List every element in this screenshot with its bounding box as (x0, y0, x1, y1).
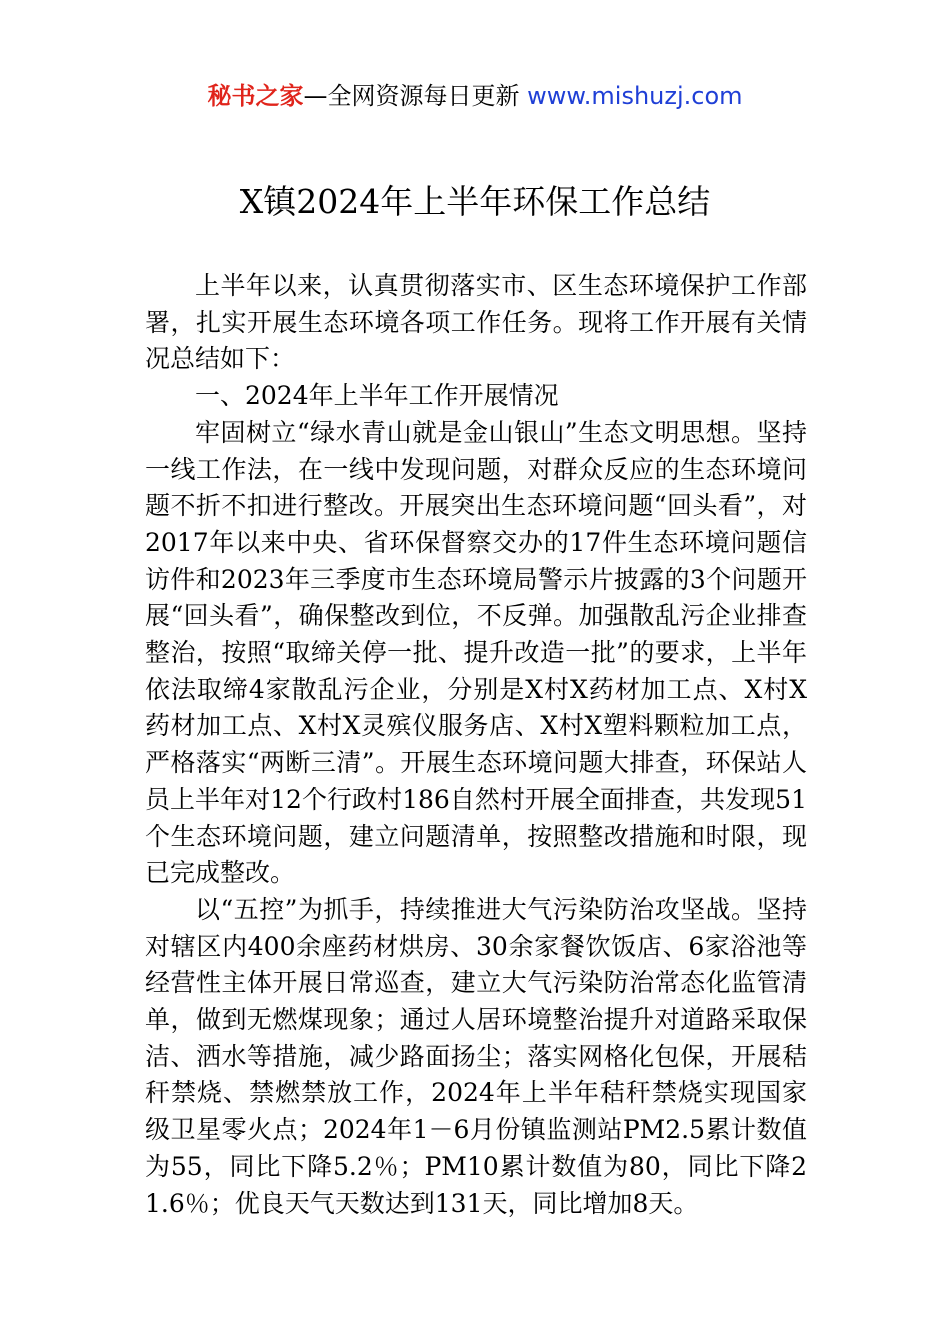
intro-paragraph: 上半年以来，认真贯彻落实市、区生态环境保护工作部署，扎实开展生态环境各项工作任务。现将工作开展有关情况总结如下： (145, 271, 807, 374)
body-paragraph: 牢固树立“绿水青山就是金山银山”生态文明思想。坚持一线工作法，在一线中发现问题，对群众反应的生态环境问题不折不扣进行整改。开展突出生态环境问题“回头看”，对2017年以来中央、省环保督察交办的17件生态环境问题信访件和2023年三季度市生态环境局警示片披露的3个问题开展“回头看”，确保整改到位，不反弹。加强散乱污企业排查整治，按照“取缔关停一批、提升改造一批”的要求，上半年依法取缔4家散乱污企业，分别是X村X药材加工点、X村X药材加工点、X村X灵殡仪服务店、X村X塑料颗粒加工点，严格落实“两断三清”。开展生态环境问题大排查，环保站人员上半年对12个行政村186自然村开展全面排查，共发现51个生态环境问题，建立问题清单，按照整改措施和时限，现已完成整改。 (145, 417, 807, 888)
header-slogan: —全网资源每日更新 (303, 82, 520, 110)
document-title: X镇2024年上半年环保工作总结 (239, 182, 711, 221)
website-link[interactable]: www.mishuzj.com (527, 82, 743, 110)
brand-name: 秘书之家 (207, 82, 304, 110)
body-paragraph: 以“五控”为抓手，持续推进大气污染防治攻坚战。坚持对辖区内400余座药材烘房、30余家餐饮饭店、6家浴池等经营性主体开展日常巡查，建立大气污染防治常态化监管清单，做到无燃煤现象；通过人居环境整治提升对道路采取保洁、洒水等措施，减少路面扬尘；落实网格化包保，开展秸秆禁烧、禁燃禁放工作，2024年上半年秸秆禁烧实现国家级卫星零火点；2024年1－6月份镇监测站PM2.5累计数值为55，同比下降5.2％；PM10累计数值为80，同比下降21.6％；优良天气天数达到131天，同比增加8天。 (145, 894, 807, 1218)
document-body (145, 268, 807, 1222)
section-heading: 一、2024年上半年工作开展情况 (195, 381, 559, 411)
site-header (0, 80, 950, 112)
